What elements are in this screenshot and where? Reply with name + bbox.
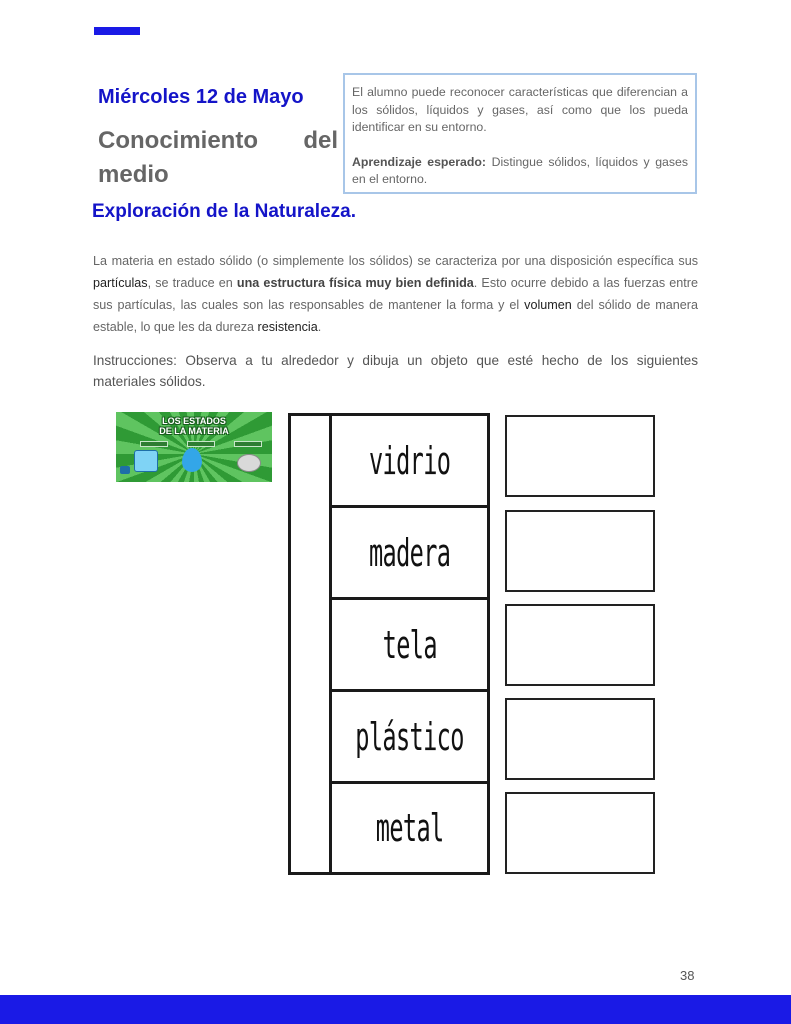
material-cell-plastico — [329, 692, 487, 784]
expected-learning — [352, 154, 688, 189]
ice-cube-icon — [134, 450, 158, 472]
material-cell-madera — [329, 508, 487, 600]
paragraph-text: . Esto ocurre debido a las fuerzas entre sus partículas, las cuales son las responsables de mantener la forma y el — [93, 276, 698, 312]
paragraph-text: La materia en estado sólido (o simplemente los sólidos) se caracteriza por una disposición específica sus — [93, 254, 698, 268]
date-heading: Miércoles 12 de Mayo — [98, 86, 304, 108]
link-resistencia[interactable]: resistencia — [257, 320, 318, 334]
drawing-box-madera[interactable] — [505, 510, 655, 592]
tag-gas — [234, 441, 262, 447]
material-label: plástico — [355, 714, 464, 759]
body-paragraph — [93, 250, 698, 338]
objective-text: El alumno puede reconocer características que diferencian a los sólidos, líquidos y gases, así como que los pueda identificar en su entorno. — [352, 85, 688, 134]
expected-label: Aprendizaje esperado: — [352, 154, 487, 169]
paragraph-text: , se traduce en — [147, 276, 237, 290]
link-particulas[interactable]: partículas — [93, 276, 148, 290]
material-cell-metal — [329, 784, 487, 872]
objective-box — [343, 73, 697, 194]
bottom-accent-bar — [0, 995, 791, 1024]
drawing-box-tela[interactable] — [505, 604, 655, 686]
tag-liquid — [187, 441, 215, 447]
paragraph-text: . — [317, 320, 322, 334]
material-label: madera — [368, 530, 451, 575]
water-drop-icon — [182, 448, 202, 472]
cloud-icon — [237, 454, 261, 472]
drawing-box-plastico[interactable] — [505, 698, 655, 780]
drawing-box-metal[interactable] — [505, 792, 655, 874]
top-accent-bar — [94, 27, 140, 35]
states-of-matter-thumbnail[interactable] — [116, 412, 272, 482]
thumbnail-title-line: DE LA MATERIA — [159, 426, 229, 436]
instructions-text: Instrucciones: Observa a tu alrededor y dibuja un objeto que esté hecho de los siguientes materiales sólidos. — [93, 353, 698, 389]
paragraph-text: del sólido de manera estable, lo que les da dureza — [93, 298, 698, 334]
material-label: vidrio — [368, 438, 451, 483]
material-label: tela — [382, 622, 437, 667]
materials-worksheet — [288, 413, 490, 875]
arrow-icon — [120, 466, 130, 474]
material-cell-tela — [329, 600, 487, 692]
subject-title: Conocimiento del medio — [98, 127, 338, 188]
thumbnail-tags — [140, 441, 262, 447]
link-volumen[interactable]: volumen — [524, 298, 572, 312]
expected-text: Distingue sólidos, líquidos y gases en el entorno. — [352, 154, 689, 186]
page-number: 38 — [680, 968, 695, 983]
section-title: Exploración de la Naturaleza. — [92, 201, 356, 222]
materials-column — [329, 416, 487, 872]
tag-solid — [140, 441, 168, 447]
material-label: metal — [375, 806, 444, 850]
thumbnail-title-line: LOS ESTADOS — [162, 416, 226, 426]
material-cell-vidrio — [329, 416, 487, 508]
drawing-box-vidrio[interactable] — [505, 415, 655, 497]
thumbnail-title — [116, 416, 272, 436]
paragraph-bold: una estructura física muy bien definida — [236, 276, 474, 290]
